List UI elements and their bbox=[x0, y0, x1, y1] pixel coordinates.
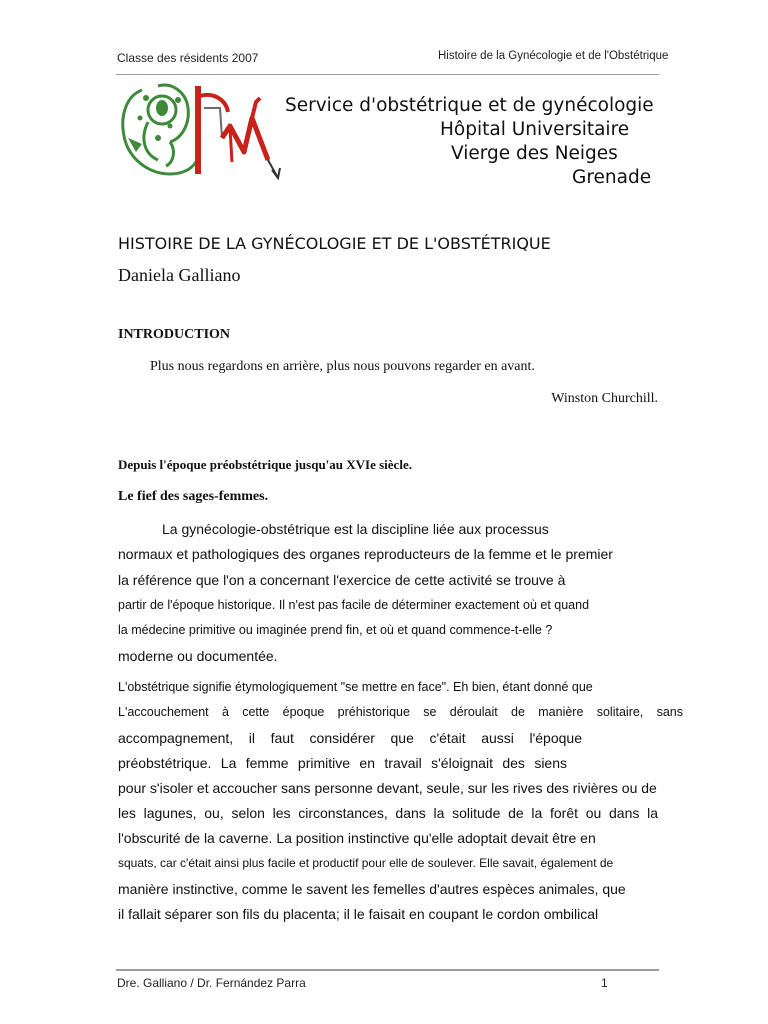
paragraph-line: moderne ou documentée. bbox=[118, 648, 278, 664]
paragraph-line: l'obscurité de la caverne. La position instinctive qu'elle adoptait devait être en bbox=[118, 830, 596, 846]
page-number: 1 bbox=[601, 976, 608, 990]
document-title: HISTOIRE DE LA GYNÉCOLOGIE ET DE L'OBSTÉTRIQUE bbox=[118, 234, 551, 253]
section-subheading: Le fief des sages-femmes. bbox=[118, 489, 269, 504]
header-rule bbox=[116, 74, 659, 75]
epigraph-quote: Plus nous regardons en arrière, plus nous pouvons regarder en avant. bbox=[150, 359, 535, 374]
header-left: Classe des résidents 2007 bbox=[117, 51, 259, 65]
footer-rule bbox=[116, 969, 659, 971]
paragraph-line: accompagnement, il faut considérer que c'était aussi l'époque bbox=[118, 730, 582, 746]
introduction-heading: INTRODUCTION bbox=[118, 327, 231, 342]
paragraph-line: la référence que l'on a concernant l'exercice de cette activité se trouve à bbox=[118, 572, 566, 588]
paragraph-line: les lagunes, ou, selon les circonstances, dans la solitude de la forêt ou dans la bbox=[118, 805, 658, 821]
hospital-logo bbox=[118, 78, 284, 182]
institution-name: Vierge des Neiges bbox=[451, 143, 618, 164]
paragraph-line: squats, car c'était ainsi plus facile et productif pour elle de soulever. Elle savait, également de bbox=[118, 856, 614, 870]
author-name: Daniela Galliano bbox=[118, 265, 241, 285]
header-right: Histoire de la Gynécologie et de l'Obstétrique bbox=[438, 50, 669, 62]
paragraph-line: préobstétrique. La femme primitive en travail s'éloignait des siens bbox=[118, 755, 567, 771]
footer-authors: Dre. Galliano / Dr. Fernández Parra bbox=[117, 976, 306, 990]
paragraph-line: il fallait séparer son fils du placenta; il le faisait en coupant le cordon ombilical bbox=[118, 906, 599, 922]
paragraph-line: L'obstétrique signifie étymologiquement "se mettre en face". Eh bien, étant donné que bbox=[118, 680, 593, 694]
paragraph-line: normaux et pathologiques des organes reproducteurs de la femme et le premier bbox=[118, 546, 613, 562]
paragraph-line: L'accouchement à cette époque préhistorique se déroulait de manière solitaire, sans bbox=[118, 705, 683, 719]
paragraph-line: pour s'isoler et accoucher sans personne devant, seule, sur les rives des rivières ou de bbox=[118, 780, 657, 796]
institution-city: Grenade bbox=[572, 167, 652, 188]
section-heading: Depuis l'époque préobstétrique jusqu'au XVIe siècle. bbox=[118, 457, 412, 472]
institution-hospital: Hôpital Universitaire bbox=[440, 119, 630, 140]
paragraph-line: manière instinctive, comme le savent les femelles d'autres espèces animales, que bbox=[118, 881, 626, 897]
paragraph-line: partir de l'époque historique. Il n'est pas facile de déterminer exactement où et quand bbox=[118, 598, 590, 612]
epigraph-author: Winston Churchill. bbox=[551, 391, 658, 406]
institution-service: Service d'obstétrique et de gynécologie bbox=[285, 95, 654, 116]
paragraph-line: la médecine primitive ou imaginée prend fin, et où et quand commence-t-elle ? bbox=[118, 623, 553, 637]
paragraph-line: La gynécologie-obstétrique est la discipline liée aux processus bbox=[162, 521, 549, 537]
